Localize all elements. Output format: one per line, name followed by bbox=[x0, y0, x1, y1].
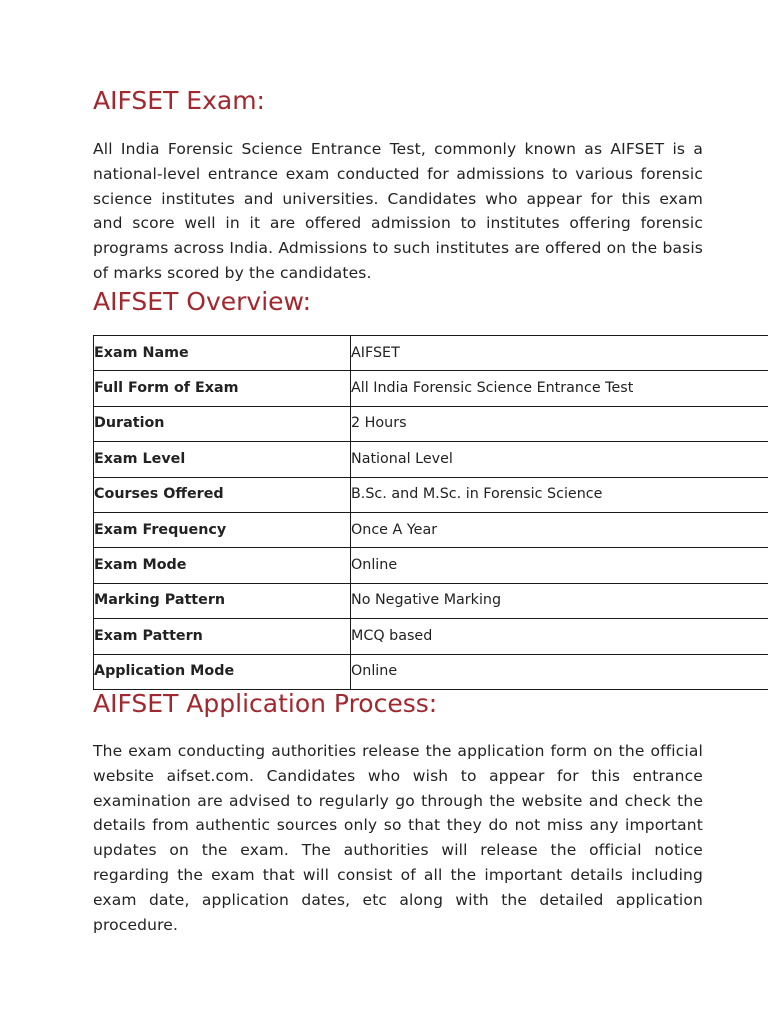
application-description: The exam conducting authorities release the application form on the official website aifset.com. Candidates who wish to appear for this entrance examination are advised to regularly go through the website and check the details from authentic sources only so that they do not miss any important updates on the exam. The authorities will release the official notice regarding the exam that will consist of all the important details including exam date, application dates, etc along with the detailed application procedure. bbox=[93, 742, 703, 934]
row-value: AIFSET bbox=[351, 336, 768, 371]
row-label: Full Form of Exam bbox=[94, 371, 351, 406]
table-row bbox=[94, 442, 768, 477]
row-label: Marking Pattern bbox=[94, 583, 351, 618]
row-label: Duration bbox=[94, 406, 351, 441]
table-row bbox=[94, 477, 768, 512]
table-row bbox=[94, 654, 768, 689]
row-label: Courses Offered bbox=[94, 477, 351, 512]
row-label: Exam Name bbox=[94, 336, 351, 371]
row-value: Online bbox=[351, 654, 768, 689]
row-value: Online bbox=[351, 548, 768, 583]
row-label: Application Mode bbox=[94, 654, 351, 689]
table-row bbox=[94, 583, 768, 618]
exam-heading: AIFSET Exam: bbox=[93, 86, 265, 115]
row-label: Exam Pattern bbox=[94, 619, 351, 654]
row-value: All India Forensic Science Entrance Test bbox=[351, 371, 768, 406]
row-label: Exam Frequency bbox=[94, 512, 351, 547]
row-value: No Negative Marking bbox=[351, 583, 768, 618]
row-value: Once A Year bbox=[351, 512, 768, 547]
table-row bbox=[94, 512, 768, 547]
row-value: National Level bbox=[351, 442, 768, 477]
row-value: 2 Hours bbox=[351, 406, 768, 441]
table-row bbox=[94, 619, 768, 654]
table-row bbox=[94, 371, 768, 406]
table-row bbox=[94, 336, 768, 371]
row-label: Exam Mode bbox=[94, 548, 351, 583]
row-value: MCQ based bbox=[351, 619, 768, 654]
table-row bbox=[94, 548, 768, 583]
table-row bbox=[94, 406, 768, 441]
overview-table bbox=[93, 335, 768, 690]
application-heading: AIFSET Application Process: bbox=[93, 689, 438, 718]
overview-heading: AIFSET Overview: bbox=[93, 287, 312, 316]
exam-description: All India Forensic Science Entrance Test, commonly known as AIFSET is a national-level entrance exam conducted for admissions to various forensic science institutes and universities. Candidates who appear for this exam and score well in it are offered admission to institutes offering forensic programs across India. Admissions to such institutes are offered on the basis of marks scored by the candidates. bbox=[93, 140, 703, 282]
row-value: B.Sc. and M.Sc. in Forensic Science bbox=[351, 477, 768, 512]
row-label: Exam Level bbox=[94, 442, 351, 477]
